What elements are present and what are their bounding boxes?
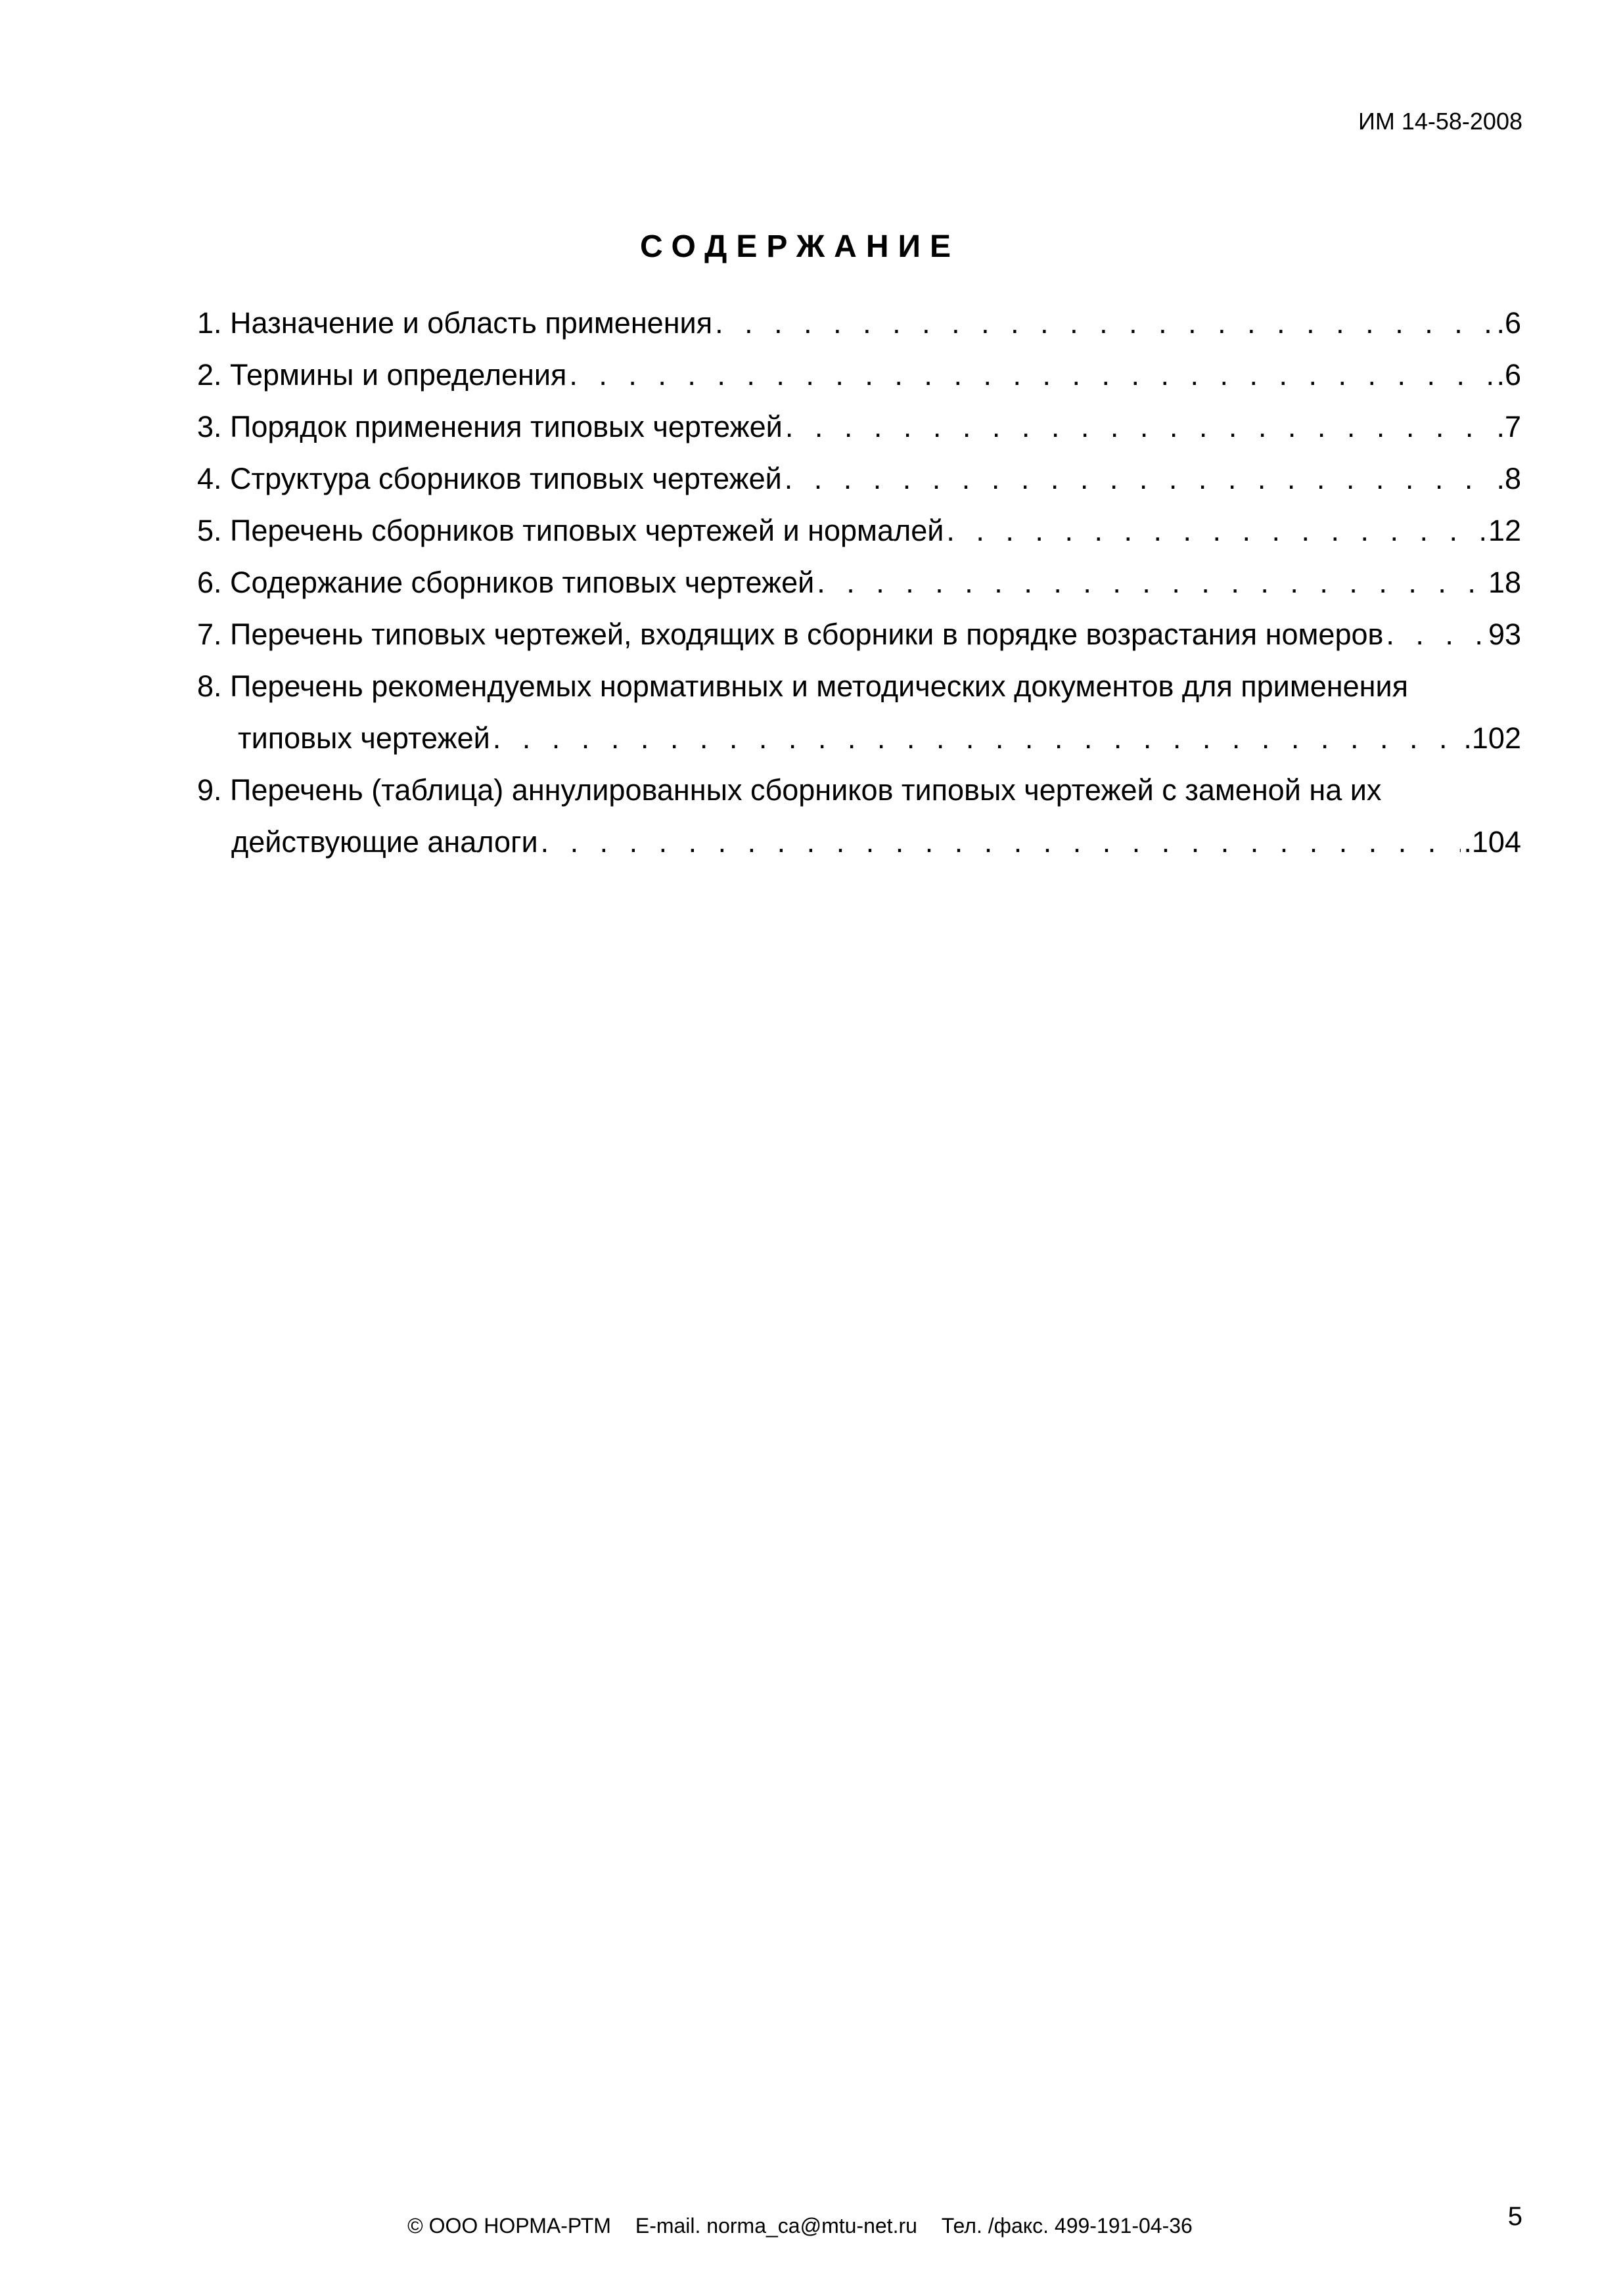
toc-title: Перечень типовых чертежей, входящих в сборники в порядке возрастания номеров [230,618,1384,651]
leader-dots [785,401,1494,453]
leader-dots [946,505,1486,556]
leader-dots [541,816,1461,868]
footer-phone: Тел. /факс. 499-191-04-36 [941,2214,1193,2238]
toc-number: 9. [197,773,222,807]
leader-dots [493,712,1461,764]
page-number: 5 [1507,2202,1522,2231]
footer-email: E-mail. norma_ca@mtu-net.ru [635,2214,917,2238]
page-title: СОДЕРЖАНИЕ [640,229,960,264]
toc-number: 4. [197,462,222,495]
toc-page: 18 [1488,566,1521,599]
leader-dots [569,349,1494,401]
toc-entry-6 [197,556,1521,608]
leader-dots [785,453,1494,505]
toc-page: 93 [1488,618,1521,651]
toc-page: 12 [1488,514,1521,547]
toc-number: 8. [197,669,222,703]
leader-dots [817,556,1486,608]
leader-dots [1386,608,1486,660]
toc-title: Перечень (таблица) аннулированных сборников типовых чертежей с заменой на их [230,773,1382,807]
toc-title: Назначение и область применения [230,306,713,340]
toc-number: 1. [197,306,222,340]
toc-title: Содержание сборников типовых чертежей [230,566,815,599]
toc-page: .102 [1463,721,1521,755]
doc-code: ИМ 14-58-2008 [1358,108,1522,135]
toc-title: Перечень рекомендуемых нормативных и методических документов для применения [230,669,1409,703]
toc-entry-9 [197,764,1521,868]
toc-entry-4 [197,453,1521,505]
toc-number: 2. [197,358,222,392]
toc-title-continuation: типовых чертежей [238,721,490,755]
toc-entry-2 [197,349,1521,401]
footer [0,2214,1600,2238]
toc-number: 3. [197,410,222,443]
toc-entry-1 [197,297,1521,349]
leader-dots [715,297,1494,349]
toc-entry-3 [197,401,1521,453]
toc-entry-8 [197,660,1521,764]
toc-page: .104 [1463,825,1521,859]
toc-number: 6. [197,566,222,599]
toc-number: 5. [197,514,222,547]
toc-title: Порядок применения типовых чертежей [230,410,783,443]
footer-copyright: © ООО НОРМА-РТМ [407,2214,611,2238]
toc-entry-5 [197,505,1521,556]
table-of-contents [197,297,1521,868]
toc-page: .8 [1496,462,1521,495]
toc-number: 7. [197,618,222,651]
toc-page: .6 [1496,306,1521,340]
toc-page: .6 [1496,358,1521,392]
toc-entry-7 [197,608,1521,660]
toc-title: Структура сборников типовых чертежей [230,462,782,495]
toc-page: .7 [1496,410,1521,443]
toc-title: Термины и определения [230,358,567,392]
toc-title: Перечень сборников типовых чертежей и нормалей [230,514,944,547]
toc-title-continuation: действующие аналоги [231,825,538,859]
